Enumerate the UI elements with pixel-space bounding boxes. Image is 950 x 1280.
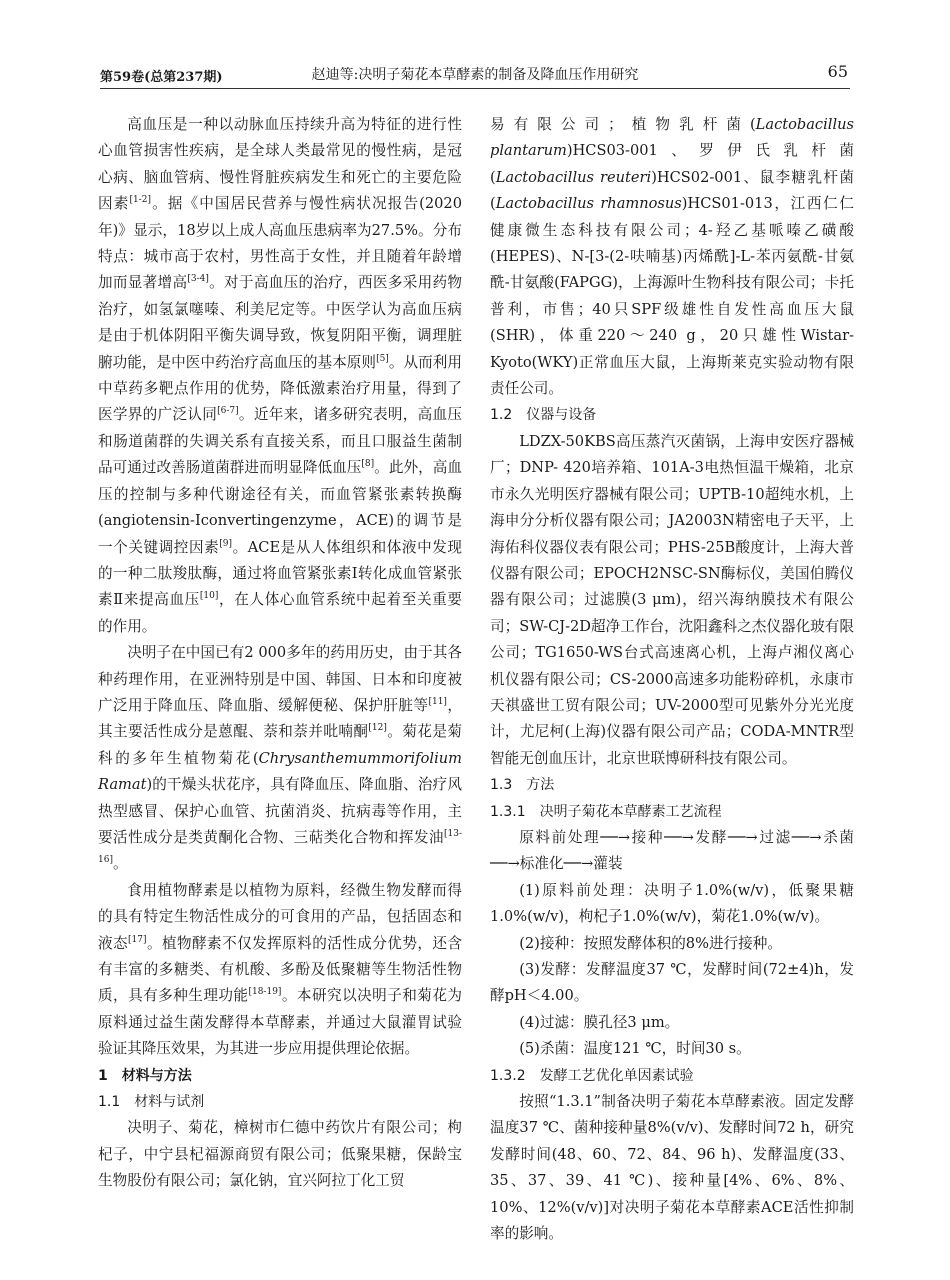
latin-name: Chrysanthemummorifolium Ramat	[98, 749, 462, 794]
subsection-heading-method: 1.3 方法	[490, 777, 555, 794]
section-heading-methods: 1 材料与方法	[98, 1067, 192, 1084]
materials-paragraph: 决明子、菊花，樟树市仁德中药饮片有限公司；枸杞子，中宁县杞福源商贸有限公司；低聚果糖，保龄宝生物股份有限公司；氯化钠，宜兴阿拉丁化工贸	[98, 1119, 462, 1190]
citation: [6-7]	[217, 406, 239, 417]
subsubsection-heading-single-factor: 1.3.2 发酵工艺优化单因素试验	[490, 1067, 694, 1084]
intro-paragraph-1: 高血压是一种以动脉血压持续升高为特征的进行性心血管损害性疾病，是全球人类最常见的慢性病，是冠心病、脑血管病、慢性肾脏疾病发生和死亡的主要危险因素[1-2]。据《中国居民营养与慢性病状况报告(2020年)》显示，18岁以上成人高血压患病率为27.5%。分布特点：城市高于农村，男性高于女性，并且随着年龄增加而显著增高[3-4]。对于高血压的治疗，西医多采用药物治疗，如氢氯噻嗪、利美尼定等。中医学认为高血压病是由于机体阴阳平衡失调导致，恢复阴阳平衡，调理脏腑功能，是中医中药治疗高血压的基本原则[5]。从而利用中草药多靶点作用的优势，降低激素治疗用量，得到了医学界的广泛认同[6-7]。近年来，诸多研究表明，高血压和肠道菌群的失调关系有直接关系，而且口服益生菌制品可通过改善肠道菌群进而明显降低血压[8]。此外，高血压的控制与多种代谢途径有关，而血管紧张素转换酶(angiotensin-Iconvertingenzyme，ACE)的调节是一个关键调控因素[9]。ACE是从人体组织和体液中发现的一种二肽羧肽酶，通过将血管紧张素Ⅰ转化成血管紧张素Ⅱ来提高血压[10]，在人体心血管系统中起着至关重要的作用。	[98, 116, 462, 635]
materials-paragraph-continued: 易有限公司；植物乳杆菌(Lactobacillus plantarum)HCS03-001、罗伊氏乳杆菌(Lactobacillus reuteri)HCS02-001、鼠李糖乳杆菌(Lactobacillus rhamnosus)HCS01-013，江西仁仁健康微生态科技有限公司；4-羟乙基哌嗪乙磺酸(HEPES)、N-[3-(2-呋喃基)丙烯酰]-L-苯丙氨酰-甘氨酰-甘氨酸(FAPGG)，上海源叶生物科技有限公司；卡托普利，市售；40只SPF级雄性自发性高血压大鼠(SHR)，体重220～240 g，20只雄性Wistar-Kyoto(WKY)正常血压大鼠，上海斯莱克实验动物有限责任公司。	[490, 116, 854, 398]
equipment-paragraph: LDZX-50KBS高压蒸汽灭菌锅，上海申安医疗器械厂；DNP- 420培养箱、101A-3电热恒温干燥箱，北京市永久光明医疗器械有限公司；UPTB-10超纯水机，上海申分分析仪器有限公司；JA2003N精密电子天平，上海佑科仪器仪表有限公司；PHS-25B酸度计，上海大普仪器有限公司；EPOCH2NSC-SN酶标仪，美国伯腾仪器有限公司；过滤膜(3 μm)，绍兴海纳膜技术有限公司；SW-CJ-2D超净工作台，沈阳鑫科之杰仪器化玻有限公司；TG1650-WS台式高速离心机，上海卢湘仪离心机仪器有限公司；CS-2000高速多功能粉碎机，永康市天祺盛世工贸有限公司；UV-2000型可见紫外分光光度计，尤尼柯(上海)仪器有限公司产品；CODA-MNTR型智能无创血压计，北京世联博研科技有限公司。	[490, 432, 854, 767]
step-inoculation: (2)接种：按照发酵体积的8%进行接种。	[519, 934, 782, 952]
latin-name: Lactobacillus plantarum	[490, 116, 854, 160]
step-pretreatment: (1)原料前处理：决明子1.0%(w/v)，低聚果糖1.0%(w/v)，枸杞子1.0%(w/v)，菊花1.0%(w/v)。	[490, 881, 854, 926]
citation: [5]	[376, 353, 389, 364]
citation: [10]	[199, 591, 219, 602]
latin-name: Lactobacillus rhamnosus	[495, 195, 682, 213]
journal-volume: 第59卷(总第237期)	[100, 70, 223, 85]
citation: [17]	[128, 934, 147, 945]
subsubsection-heading-process: 1.3.1 决明子菊花本草酵素工艺流程	[490, 803, 722, 820]
single-factor-paragraph: 按照“1.3.1”制备决明子菊花本草酵素液。固定发酵温度37 ℃、菌种接种量8%(v/v)、发酵时间72 h，研究发酵时间(48、60、72、84、96 h)、发酵温度(33、35、37、39、41 ℃)、接种量[4%、6%、8%、10%、12%(v/v)]对决明子菊花本草酵素ACE活性抑制率的影响。	[490, 1093, 854, 1243]
citation: [12]	[368, 723, 387, 734]
intro-paragraph-3: 食用植物酵素是以植物为原料，经微生物发酵而得的具有特定生物活性成分的可食用的产品，包括固态和液态[17]。植物酵素不仅发挥原料的活性成分优势，还含有丰富的多糖类、有机酸、多酚及低聚糖等生物活性物质，具有多种生理功能[18-19]。本研究以决明子和菊花为原料通过益生菌发酵得本草酵素，并通过大鼠灌胃试验验证其降压效果，为其进一步应用提供理论依据。	[98, 881, 462, 1058]
process-flow: 原料前处理──→接种──→发酵──→过滤──→杀菌──→标准化──→灌装	[490, 828, 854, 873]
citation: [13-16]	[98, 829, 462, 866]
page-number: 65	[827, 62, 848, 81]
intro-paragraph-2: 决明子在中国已有2 000多年的药用历史，由于其各种药理作用，在亚洲特别是中国、韩国、日本和印度被广泛用于降血压、降血脂、缓解便秘、保护肝脏等[11]，其主要活性成分是蒽醌、萘和萘并吡喃酮[12]。菊花是菊科的多年生植物菊花(Chrysanthemummorifolium Ramat)的干燥头状花序，具有降血压、降血脂、治疗风热型感冒、保护心血管、抗菌消炎、抗病毒等作用，主要活性成分是类黄酮化合物、三萜类化合物和挥发油[13-16]。	[98, 644, 462, 873]
running-header	[100, 58, 850, 89]
article-running-title: 赵迪等:决明子菊花本草酵素的制备及降血压作用研究	[311, 67, 639, 83]
step-sterilization: (5)杀菌：温度121 ℃，时间30 s。	[519, 1040, 751, 1058]
citation: [11]	[428, 697, 447, 708]
subsection-heading-materials: 1.1 材料与试剂	[98, 1094, 205, 1111]
step-filtration: (4)过滤：膜孔径3 μm。	[519, 1013, 680, 1031]
right-column	[490, 112, 854, 1247]
citation: [1-2]	[129, 195, 151, 206]
citation: [9]	[219, 538, 233, 549]
subsection-heading-equipment: 1.2 仪器与设备	[490, 407, 597, 424]
citation: [8]	[361, 459, 375, 470]
citation: [18-19]	[248, 987, 282, 998]
citation: [3-4]	[187, 274, 209, 285]
step-fermentation: (3)发酵：发酵温度37 ℃，发酵时间(72±4)h，发酵pH＜4.00。	[490, 961, 854, 1005]
latin-name: Lactobacillus reuteri	[495, 168, 652, 186]
left-column	[98, 112, 462, 1195]
